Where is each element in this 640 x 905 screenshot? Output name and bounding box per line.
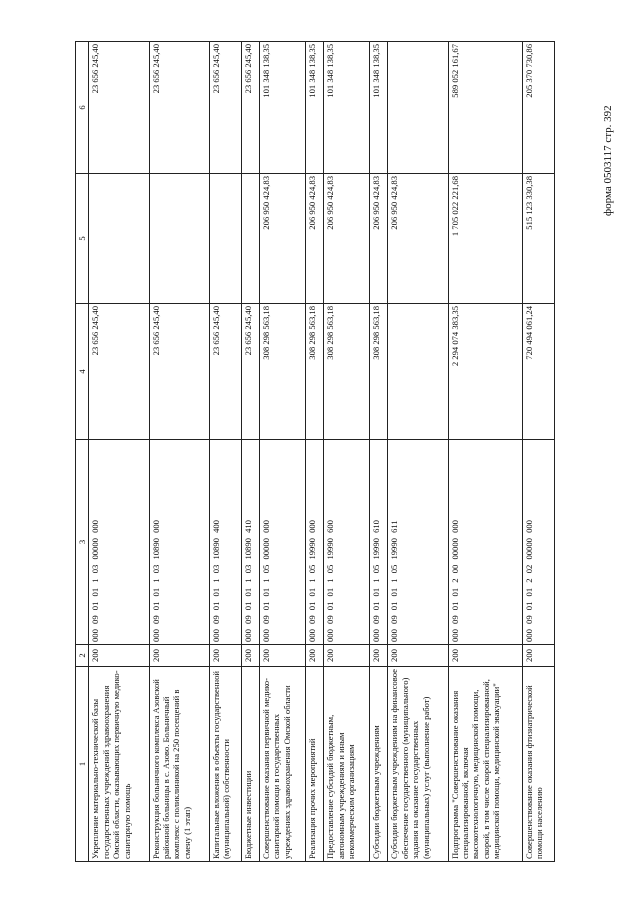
row-name: Подпрограмма "Совершенствование оказания специализированной, включая высокотехнологичную, медицинской помощи, скорой, в том числе скорой специализированной, медицинской помощи, медицинской эвакуации": [448, 667, 522, 862]
row-name: Субсидии бюджетным учреждениям на финансовое обеспечение государственного (муниципального) задания на оказание государственных (муниципальных) услуг (выполнение работ): [388, 667, 448, 862]
row-executed: [149, 174, 209, 304]
row-name: Капитальные вложения в объекты государственной (муниципальной) собственности: [209, 667, 241, 862]
row-budget-code: 000 09 01 01 1 03 00000 000: [89, 440, 149, 645]
row-unexecuted: 101 348 138,35: [259, 42, 305, 174]
row-approved: 2 294 074 383,35: [448, 304, 522, 440]
header-col-4: 4: [76, 304, 89, 440]
row-unexecuted: 23 656 245,40: [241, 42, 259, 174]
table-row: [209, 42, 241, 862]
report-sheet: [75, 42, 555, 862]
row-executed: 206 950 424,83: [388, 174, 448, 304]
table-row: [388, 42, 448, 862]
table-row: [89, 42, 149, 862]
row-budget-code: 000 09 01 01 1 05 19990 610: [370, 440, 388, 645]
row-unexecuted: 101 348 138,35: [306, 42, 324, 174]
row-budget-code: 000 09 01 01 1 05 19990 000: [306, 440, 324, 645]
row-budget-code: 000 09 01 01 2 02 00000 000: [522, 440, 554, 645]
row-approved: 720 494 061,24: [522, 304, 554, 440]
table-row: [370, 42, 388, 862]
row-unexecuted: 589 052 161,67: [448, 42, 522, 174]
table-row: [149, 42, 209, 862]
row-approved: 308 298 563,18: [370, 304, 388, 440]
rotated-page: [75, 42, 555, 862]
row-executed: 1 705 022 221,68: [448, 174, 522, 304]
row-budget-code: 000 09 01 01 1 03 10890 410: [241, 440, 259, 645]
row-line-code: 200: [522, 645, 554, 667]
row-executed: [89, 174, 149, 304]
row-unexecuted: 23 656 245,40: [89, 42, 149, 174]
row-approved: 23 656 245,40: [241, 304, 259, 440]
table-row: [522, 42, 554, 862]
row-executed: 206 950 424,83: [324, 174, 370, 304]
row-name: Предоставление субсидий бюджетным, автономным учреждениям и иным некоммерческим организациям: [324, 667, 370, 862]
row-budget-code: 000 09 01 01 1 03 10890 400: [209, 440, 241, 645]
row-line-code: 200: [306, 645, 324, 667]
header-col-6: 6: [76, 42, 89, 174]
row-approved: 308 298 563,18: [259, 304, 305, 440]
row-executed: 206 950 424,83: [306, 174, 324, 304]
table-row: [324, 42, 370, 862]
row-line-code: 200: [448, 645, 522, 667]
row-unexecuted: 101 348 138,35: [324, 42, 370, 174]
form-label: [602, 26, 622, 226]
row-line-code: 200: [149, 645, 209, 667]
row-line-code: 200: [241, 645, 259, 667]
row-name: Бюджетные инвестиции: [241, 667, 259, 862]
header-col-2: 2: [76, 645, 89, 667]
row-line-code: 200: [370, 645, 388, 667]
row-executed: 515 123 330,38: [522, 174, 554, 304]
row-executed: 206 950 424,83: [259, 174, 305, 304]
row-budget-code: 000 09 01 01 2 00 00000 000: [448, 440, 522, 645]
row-budget-code: 000 09 01 01 1 05 00000 000: [259, 440, 305, 645]
row-name: Укрепление материально-технической базы государственных учреждений здравоохранения Омской области, оказывающих первичную медико-санитарную помощь: [89, 667, 149, 862]
row-name: Совершенствование оказания первичной медико-санитарной помощи в государственных учреждениях здравоохранения Омской области: [259, 667, 305, 862]
row-unexecuted: [388, 42, 448, 174]
table-row: [448, 42, 522, 862]
row-approved: 308 298 563,18: [324, 304, 370, 440]
row-approved: 23 656 245,40: [89, 304, 149, 440]
row-line-code: 200: [388, 645, 448, 667]
row-approved: [388, 304, 448, 440]
header-col-3: 3: [76, 440, 89, 645]
row-approved: 308 298 563,18: [306, 304, 324, 440]
row-executed: [241, 174, 259, 304]
table-row: [259, 42, 305, 862]
row-line-code: 200: [89, 645, 149, 667]
table-row: [241, 42, 259, 862]
table-row: [306, 42, 324, 862]
row-name: Совершенствование оказания фтизиатрической помощи населению: [522, 667, 554, 862]
row-unexecuted: 101 348 138,35: [370, 42, 388, 174]
row-approved: 23 656 245,40: [149, 304, 209, 440]
row-budget-code: 000 09 01 01 1 03 10890 000: [149, 440, 209, 645]
row-unexecuted: 23 656 245,40: [149, 42, 209, 174]
row-line-code: 200: [209, 645, 241, 667]
row-unexecuted: 23 656 245,40: [209, 42, 241, 174]
row-approved: 23 656 245,40: [209, 304, 241, 440]
header-col-1: 1: [76, 667, 89, 862]
row-line-code: 200: [259, 645, 305, 667]
budget-table: [75, 41, 555, 862]
form-label-text: форма 0503117 стр. 392: [602, 105, 614, 216]
row-name: Субсидии бюджетным учреждениям: [370, 667, 388, 862]
row-budget-code: 000 09 01 01 1 05 19990 600: [324, 440, 370, 645]
header-row: [76, 42, 89, 862]
row-name: Реконструкция больничного комплекса Азовской районной больницы в с. Азово. Больничный комплекс с поликлиникой на 250 посещений в смену (1 этап): [149, 667, 209, 862]
row-budget-code: 000 09 01 01 1 05 19990 611: [388, 440, 448, 645]
row-line-code: 200: [324, 645, 370, 667]
row-executed: 206 950 424,83: [370, 174, 388, 304]
row-unexecuted: 205 370 730,86: [522, 42, 554, 174]
row-executed: [209, 174, 241, 304]
header-col-5: 5: [76, 174, 89, 304]
row-name: Реализация прочих мероприятий: [306, 667, 324, 862]
